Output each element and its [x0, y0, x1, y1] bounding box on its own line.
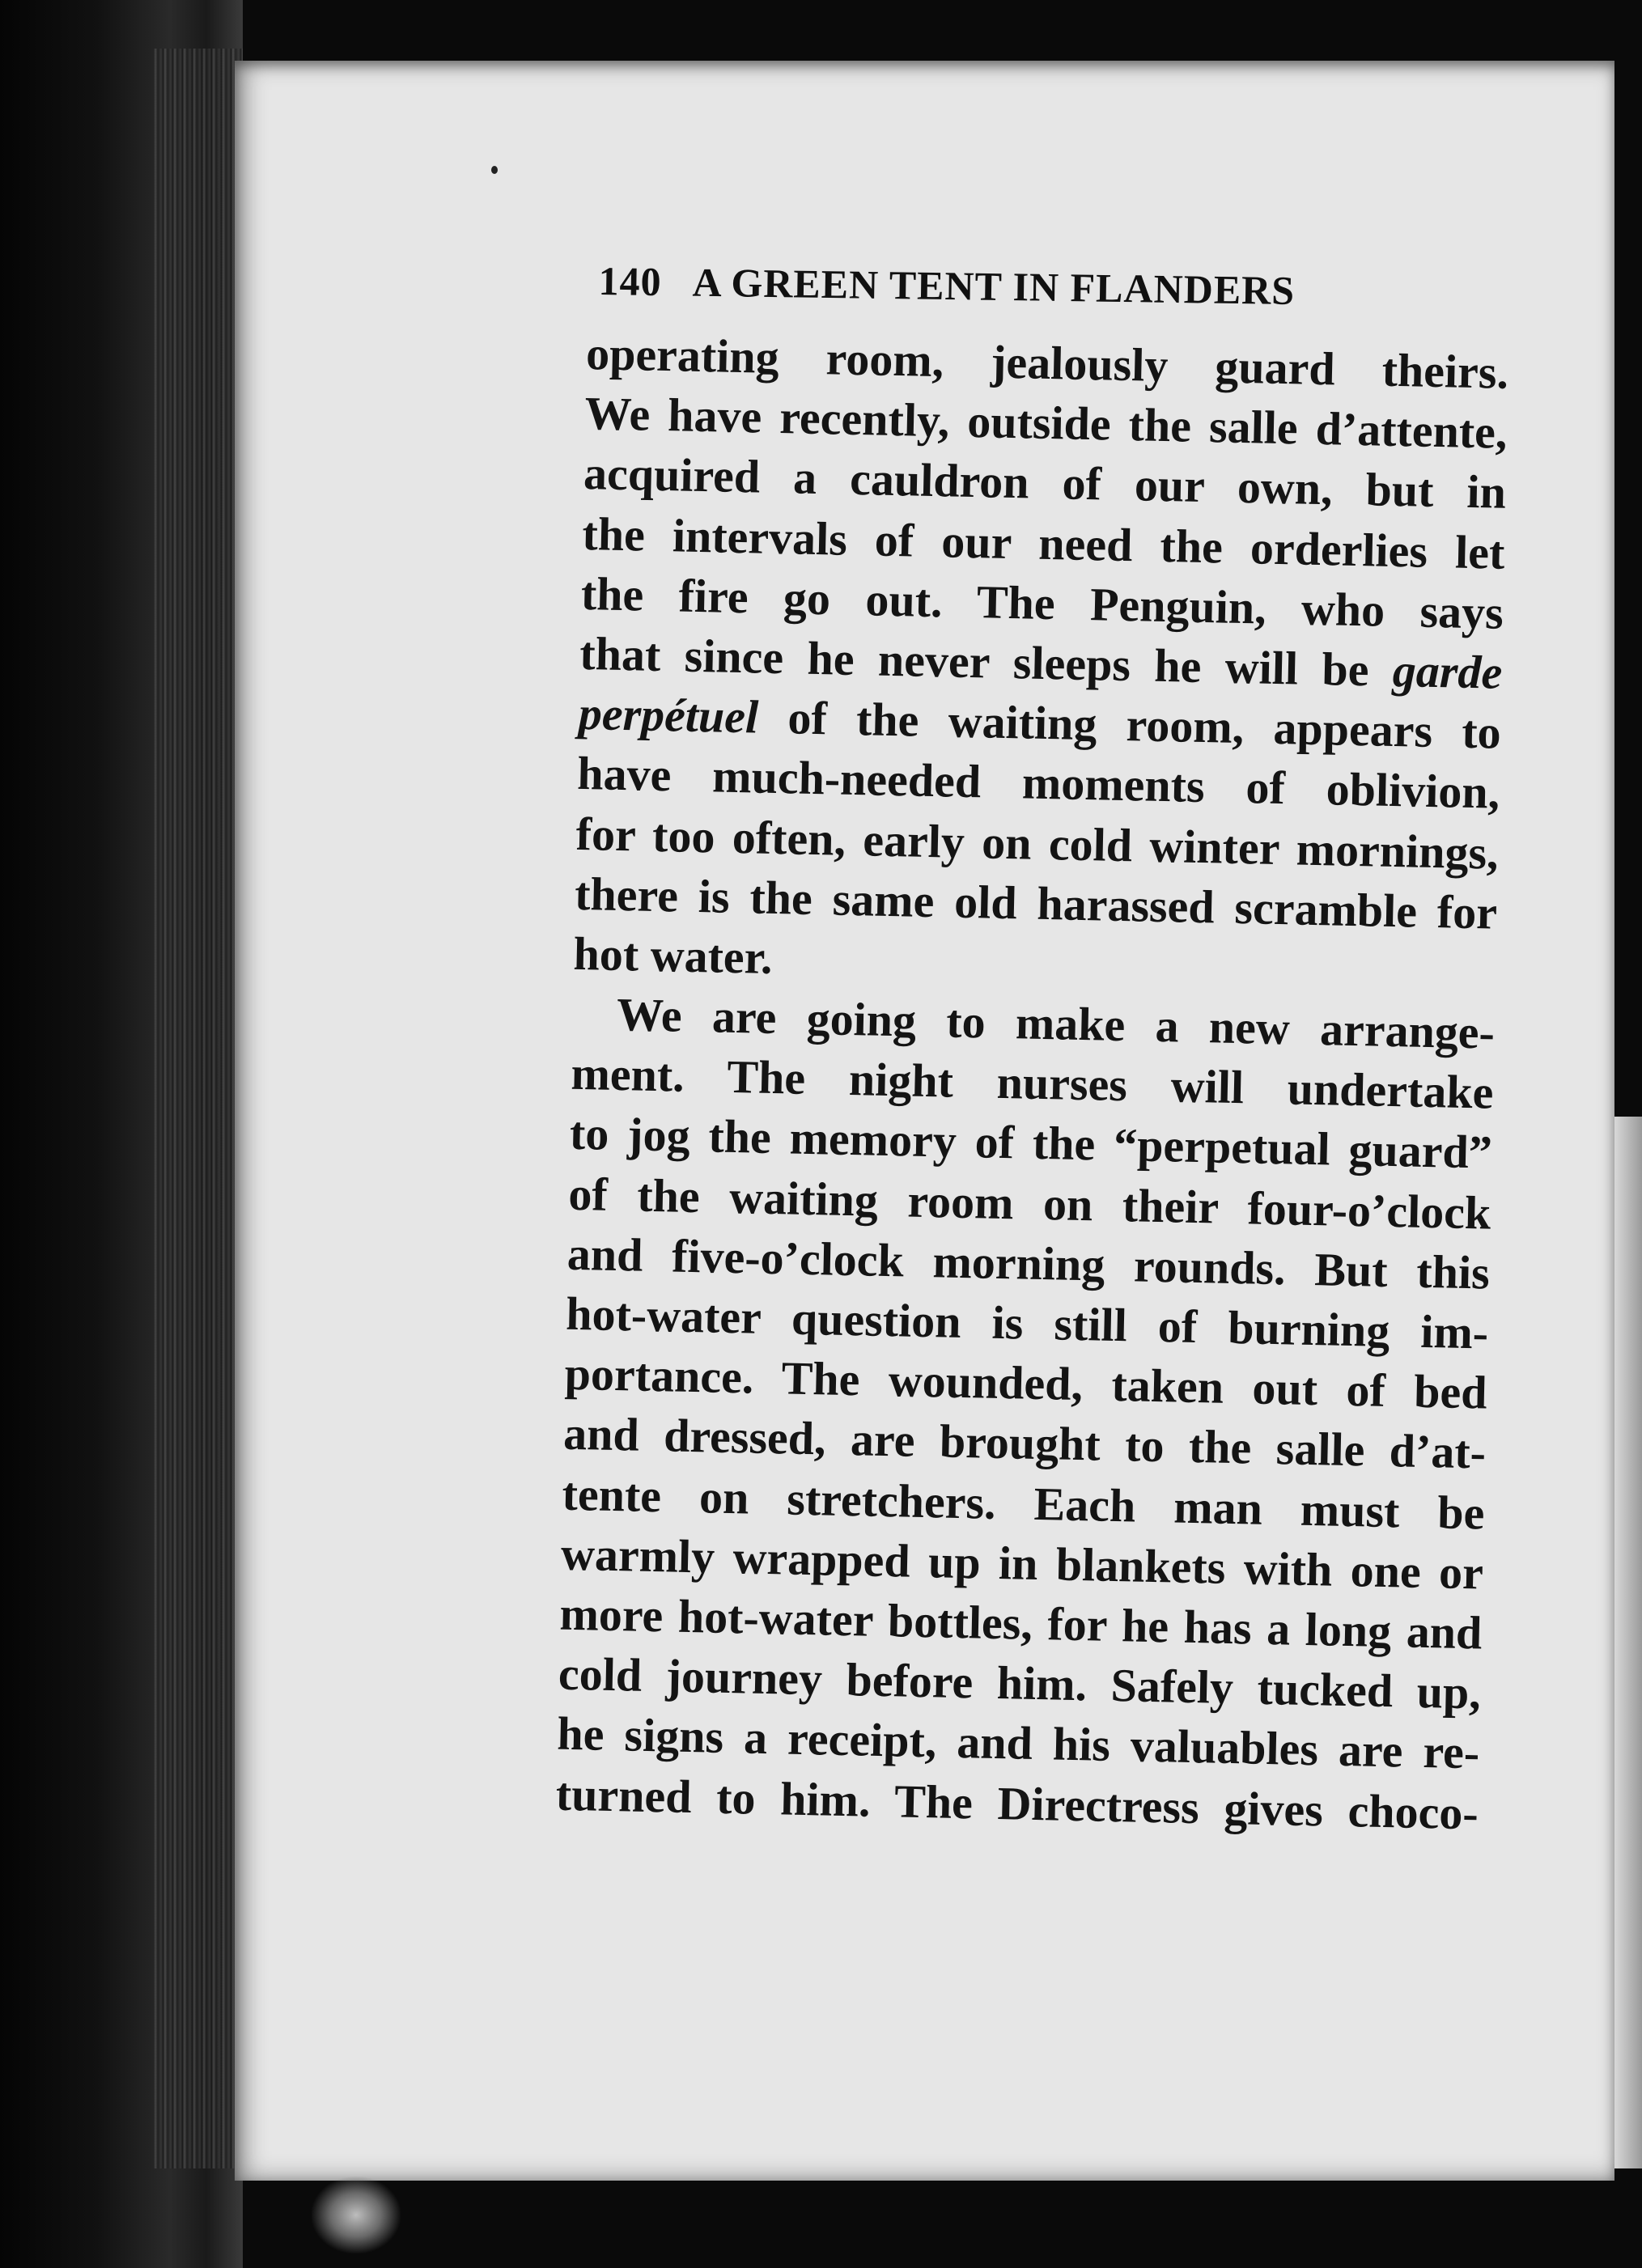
- text-line: We are going to make a new arrange-: [616, 988, 1496, 1059]
- text-line: operating room, jealously guard theirs.: [585, 326, 1509, 399]
- text-line: turned to him. The Directress gives choco-: [555, 1767, 1479, 1839]
- text-line: and dressed, are brought to the salle d’at-: [562, 1407, 1487, 1479]
- text-line: of the waiting room on their four-o’clock: [567, 1167, 1491, 1240]
- text-line: to jog the memory of the “perpetual guard”: [569, 1107, 1493, 1180]
- text-segment: that since he never sleeps he will be: [579, 626, 1370, 697]
- italic-phrase: perpétuel: [578, 687, 759, 744]
- text-line: We have recently, outside the salle d’attente,: [584, 387, 1508, 460]
- text-line: hot-water question is still of burning im-: [565, 1287, 1489, 1359]
- text-line: portance. The wounded, taken out of bed: [564, 1346, 1488, 1419]
- scan-smudge: [312, 2177, 401, 2253]
- ink-speck: [491, 166, 498, 174]
- text-line: for too often, early on cold winter mornings,: [575, 807, 1500, 880]
- text-line: he signs a receipt, and his valuables are re-: [556, 1706, 1480, 1779]
- text-line: ment. The night nurses will undertake: [570, 1047, 1495, 1119]
- text-line: and five-o’clock morning rounds. But this: [566, 1227, 1491, 1299]
- running-title: A GREEN TENT IN FLANDERS: [692, 259, 1296, 314]
- text-line: acquired a cauldron of our own, but in: [583, 447, 1507, 519]
- page-number: 140: [598, 257, 662, 305]
- text-line: more hot-water bottles, for he has a long and: [558, 1587, 1483, 1660]
- scan-spine-streaks: [154, 49, 243, 2168]
- text-line: hot water.: [573, 926, 774, 984]
- text-line: warmly wrapped up in blankets with one or: [560, 1527, 1484, 1600]
- text-line: the intervals of our need the orderlies let: [581, 507, 1506, 579]
- text-line: have much-needed moments of oblivion,: [576, 747, 1500, 820]
- body-text: [555, 324, 1509, 1843]
- text-line: tente on stretchers. Each man must be: [562, 1467, 1486, 1540]
- text-line: cold journey before him. Safely tucked up,: [558, 1647, 1482, 1719]
- text-segment: of the waiting room, appears to: [787, 691, 1502, 759]
- italic-phrase: garde: [1392, 643, 1503, 699]
- text-line: there is the same old harassed scramble for: [574, 867, 1498, 939]
- page-edge: [1614, 1117, 1642, 2168]
- text-line: the fire go out. The Penguin, who says: [580, 566, 1504, 639]
